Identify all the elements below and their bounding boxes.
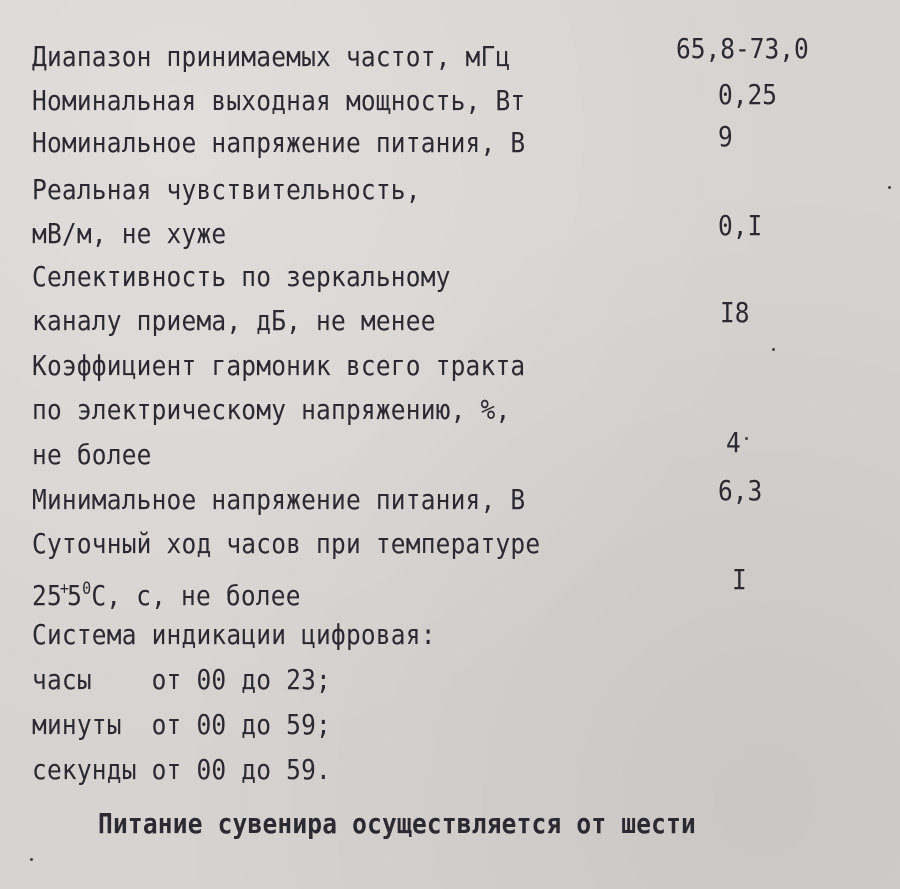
spec-clock-drift-value: I (732, 563, 747, 596)
spec-output-power-label: Номинальная выходная мощность, Вт (32, 84, 526, 117)
spec-clock-drift-label-line-1: Суточный ход часов при температуре (32, 527, 541, 560)
paper-speck (30, 858, 33, 861)
spec-min-voltage-value: 6,3 (718, 474, 763, 507)
plus-minus-sign: + (59, 578, 70, 599)
temperature-delta: 5 (67, 579, 83, 612)
spec-selectivity-value: I8 (720, 296, 750, 329)
spec-harmonics-value: 4 (726, 426, 741, 459)
spec-sensitivity-label-line-1: Реальная чувствительность, (32, 173, 421, 206)
clock-drift-unit-text: с, не более (136, 579, 301, 612)
spec-selectivity-label-line-2: каналу приема, дБ, не менее (32, 304, 436, 337)
display-row-minutes: минуты от 00 до 59; (32, 708, 332, 741)
spec-clock-drift-label-line-2 (32, 572, 301, 613)
spec-frequency-range-label: Диапазон принимаемых частот, мГц (32, 40, 511, 73)
spec-nominal-voltage-label: Номинальное напряжение питания, В (32, 126, 526, 159)
display-row-hours: часы от 00 до 23; (32, 663, 332, 696)
footer-text: Питание сувенира осуществляется от шести (98, 807, 697, 840)
spec-min-voltage-label: Минимальное напряжение питания, В (32, 483, 526, 516)
paper-speck (888, 186, 891, 189)
spec-harmonics-label-line-2: по электрическому напряжению, %, (32, 393, 511, 426)
paper-speck (745, 437, 748, 440)
temperature-base: 25 (32, 579, 62, 612)
spec-harmonics-label-line-3: не более (32, 438, 152, 471)
spec-selectivity-label-line-1: Селективность по зеркальному (32, 260, 451, 293)
spec-harmonics-label-line-1: Коэффициент гармоник всего тракта (32, 349, 526, 382)
display-system-title: Система индикации цифровая: (32, 618, 436, 651)
display-row-seconds: секунды от 00 до 59. (32, 753, 332, 786)
spec-sensitivity-value: 0,I (718, 209, 763, 242)
degree-sign: 0 (82, 578, 92, 599)
spec-frequency-range-value: 65,8-73,0 (676, 32, 809, 65)
spec-sensitivity-label-line-2: мВ/м, не хуже (32, 217, 227, 250)
spec-nominal-voltage-value: 9 (718, 120, 733, 153)
spec-output-power-value: 0,25 (718, 78, 778, 111)
temperature-unit: С, (91, 579, 122, 612)
paper-speck (772, 348, 775, 351)
